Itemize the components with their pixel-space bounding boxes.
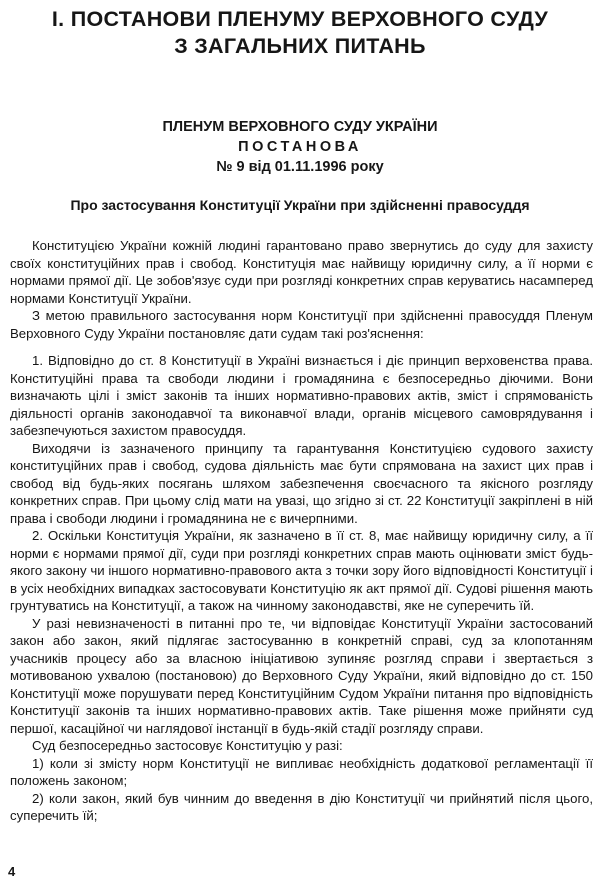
paragraph: Виходячи із зазначеного принципу та гарантування Конституцією судового захисту конституційних прав і свобод, судова діяльність має бути спрямована на захист цих прав і свобод від будь-яких посягань шляхом забезпечення своєчасного та якісного розгляду конкретних справ. При цьому слід мати на увазі, що згідно зі ст. 22 Конституції закріплені в ній права і свободи людини і громадянина не є вичерпними. (10, 440, 593, 526)
paragraph: Суд безпосередньо застосовує Конституцію у разі: (32, 738, 343, 753)
resolution-number: № 9 від 01.11.1996 року (216, 159, 384, 175)
paragraph: Конституцією України кожній людині гарантовано право звернутись до суду для захисту своїх конституційних прав і свобод. Конституція має найвищу юридичну силу, а її норми є нормами прямої дії. Це зобов'язує суди при розгляді конкретних справ керуватись насамперед нормами Конституції України. (10, 238, 593, 306)
document-type: ПОСТАНОВА (238, 139, 362, 155)
section-heading (20, 6, 580, 60)
paragraph: 2) коли закон, який був чинним до введення в дію Конституції чи прийнятий після цього, суперечить їй; (10, 790, 593, 823)
paragraph: 1. Відповідно до ст. 8 Конституції в Україні визнається і діє принцип верховенства права. Конституційні права та свободи людини і громадянина є безпосередньо діючими. Вони визначають цілі і зміст законів та інших нормативно-правових актів, зміст і спрямованість діяльності органів законодавчої та виконавчої влади, органів місцевого самоврядування і забезпечуються захистом правосуддя. (10, 353, 593, 438)
resolution-subject: Про застосування Конституції України при здійсненні правосуддя (70, 197, 530, 213)
paragraph: 1) коли зі змісту норм Конституції не випливає необхідність додаткової регламентації її положень законом; (10, 755, 593, 788)
court-name: ПЛЕНУМ ВЕРХОВНОГО СУДУ УКРАЇНИ (162, 119, 438, 135)
paragraph: У разі невизначеності в питанні про те, чи відповідає Конституції України застосований закон або закон, який підлягає застосуванню в конкретній справі, суд за клопотанням учасників процесу або за власною ініціативою зупиняє розгляд справи і звертається з мотивованою ухвалою (постановою) до Верховного Суду України, який відповідно до ст. 150 Конституції може порушувати перед Конституційним Судом України питання про відповідність Конституції законів та інших нормативно-правових актів. Таке рішення може прийняти суд першої, касаційної чи наглядової інстанції в будь-якій стадії розгляду справи. (10, 615, 593, 736)
page-number: 4 (8, 864, 16, 879)
resolution-header (40, 117, 560, 177)
resolution-body (10, 237, 593, 825)
section-heading-line-2: З ЗАГАЛЬНИХ ПИТАНЬ (174, 34, 426, 58)
section-heading-line-1: І. ПОСТАНОВИ ПЛЕНУМУ ВЕРХОВНОГО СУДУ (51, 7, 549, 31)
paragraph: 2. Оскільки Конституція України, як зазначено в її ст. 8, має найвищу юридичну силу, а її норми є нормами прямої дії, суди при розгляді конкретних справ мають оцінювати зміст будь-якого закону чи іншого нормативно-правового акта з точки зору його відповідності Конституції і в усіх необхідних випадках застосовувати Конституцію як акт прямої дії. Судові рішення мають грунтуватись на Конституції, а також на чинному законодавстві, яке не суперечить їй. (10, 528, 593, 613)
paragraph: З метою правильного застосування норм Конституції при здійсненні правосуддя Пленум Верховного Суду України постановляє дати судам такі роз'яснення: (10, 308, 593, 341)
